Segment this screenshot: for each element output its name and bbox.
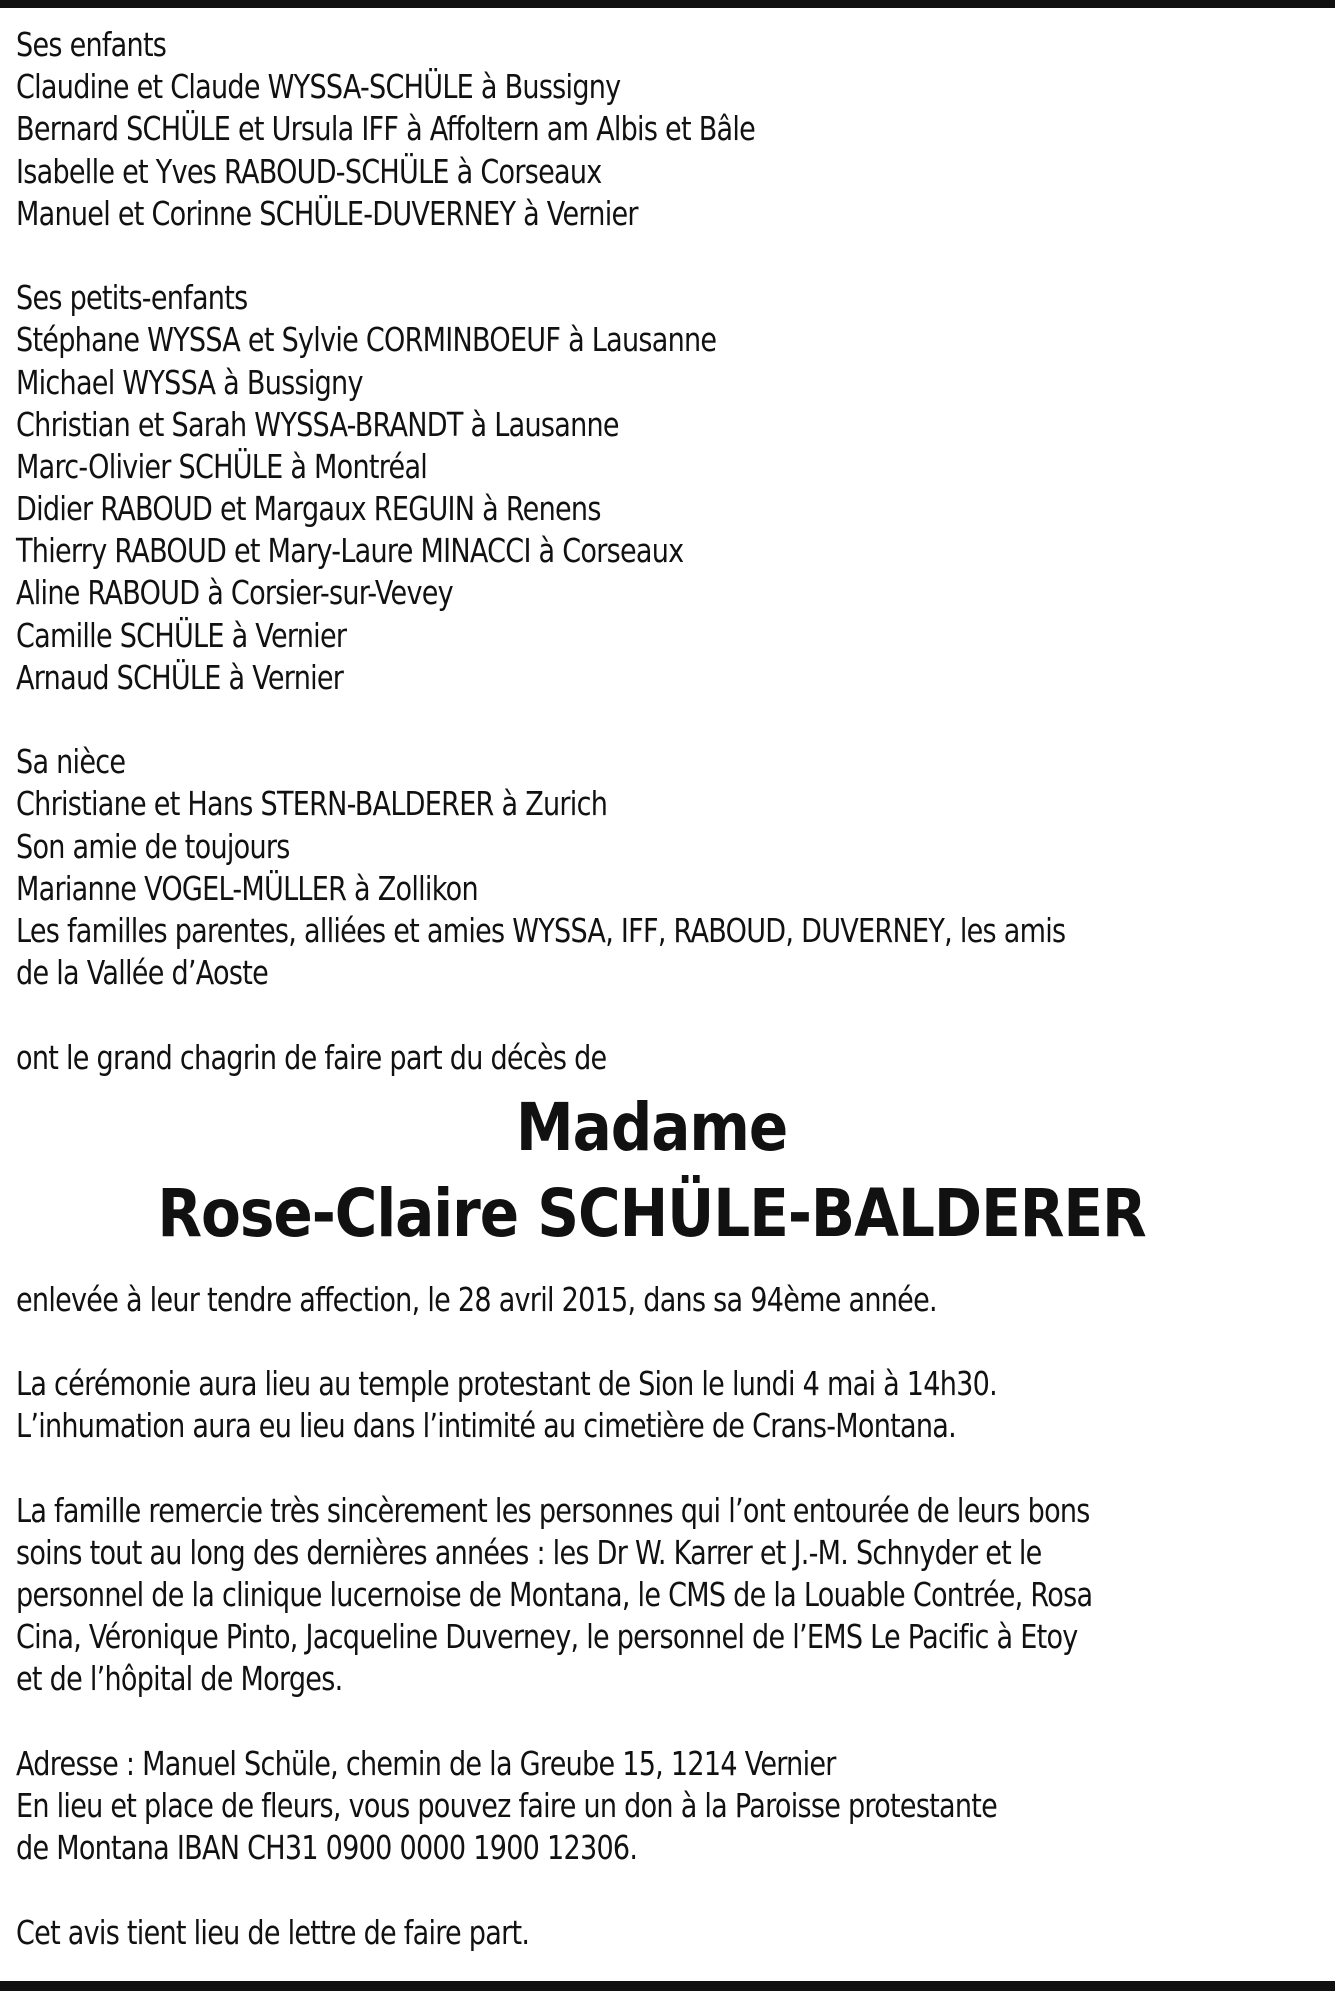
paragraph-line: et de l’hôpital de Morges. (16, 1659, 343, 1699)
paragraph-line: Cina, Véronique Pinto, Jacqueline Duverney, le personnel de l’EMS Le Pacific à Etoy (16, 1617, 1078, 1657)
list-item: Isabelle et Yves RABOUD-SCHÜLE à Corseaux (16, 151, 602, 191)
spacer (16, 1701, 1316, 1743)
children-heading: Ses enfants (16, 25, 167, 64)
spacer (16, 994, 1316, 1036)
paragraph-line: En lieu et place de fleurs, vous pouvez faire un don à la Paroisse protestante (16, 1785, 998, 1825)
obituary-notice (16, 24, 1316, 1954)
list-item: Stéphane WYSSA et Sylvie CORMINBOEUF à Lausanne (16, 320, 717, 360)
list-item: Christiane et Hans STERN-BALDERER à Zurich (16, 784, 608, 824)
spacer (16, 1869, 1316, 1911)
spacer (16, 1321, 1316, 1363)
paragraph-line: soins tout au long des dernières années : les Dr W. Karrer et J.-M. Schnyder et le (16, 1532, 1042, 1572)
list-item: Marianne VOGEL-MÜLLER à Zollikon (16, 868, 478, 908)
deceased-title: Madame (515, 1088, 788, 1166)
list-item: Bernard SCHÜLE et Ursula IFF à Affoltern am Albis et Bâle (16, 109, 756, 149)
list-item: Didier RABOUD et Margaux REGUIN à Renens (16, 489, 601, 529)
friend-heading: Son amie de toujours (16, 826, 290, 866)
list-item: Michael WYSSA à Bussigny (16, 362, 363, 402)
closing-text: Cet avis tient lieu de lettre de faire part. (16, 1912, 530, 1952)
ceremony-section (16, 1363, 1316, 1447)
spacer (16, 699, 1316, 741)
paragraph-line: de Montana IBAN CH31 0900 0000 1900 12306. (16, 1828, 638, 1868)
passing-text: enlevée à leur tendre affection, le 28 avril 2015, dans sa 94ème année. (16, 1279, 937, 1319)
list-item: Marc-Olivier SCHÜLE à Montréal (16, 446, 428, 486)
top-rule (0, 0, 1335, 8)
paragraph-line: La cérémonie aura lieu au temple protestant de Sion le lundi 4 mai à 14h30. (16, 1364, 998, 1404)
niece-heading: Sa nièce (16, 742, 126, 782)
paragraph-line: L’inhumation aura eu lieu dans l’intimité au cimetière de Crans-Montana. (16, 1406, 956, 1446)
list-item: Thierry RABOUD et Mary-Laure MINACCI à Corseaux (16, 531, 684, 571)
paragraph-line: La famille remercie très sincèrement les personnes qui l’ont entourée de leurs bons (16, 1490, 1090, 1530)
thanks-section (16, 1490, 1316, 1701)
spacer (16, 235, 1316, 277)
paragraph-line: Adresse : Manuel Schüle, chemin de la Greube 15, 1214 Vernier (16, 1743, 836, 1783)
bottom-rule (0, 1981, 1335, 1991)
deceased-name-block (0, 1085, 1303, 1257)
announcement-text: ont le grand chagrin de faire part du décès de (16, 1037, 607, 1077)
list-item: Camille SCHÜLE à Vernier (16, 615, 347, 655)
deceased-name: Rose-Claire SCHÜLE-BALDERER (157, 1174, 1146, 1252)
address-section (16, 1743, 1316, 1870)
list-item: Arnaud SCHÜLE à Vernier (16, 657, 344, 697)
relatives-section (16, 741, 1316, 994)
list-item: Christian et Sarah WYSSA-BRANDT à Lausanne (16, 404, 619, 444)
list-item: Aline RABOUD à Corsier-sur-Vevey (16, 573, 453, 613)
list-item: de la Vallée d’Aoste (16, 953, 269, 993)
list-item: Les familles parentes, alliées et amies WYSSA, IFF, RABOUD, DUVERNEY, les amis (16, 910, 1066, 950)
paragraph-line: personnel de la clinique lucernoise de Montana, le CMS de la Louable Contrée, Rosa (16, 1575, 1093, 1614)
spacer (16, 1447, 1316, 1489)
list-item: Claudine et Claude WYSSA-SCHÜLE à Bussigny (16, 67, 621, 107)
grandchildren-heading: Ses petits-enfants (16, 278, 248, 318)
list-item: Manuel et Corinne SCHÜLE-DUVERNEY à Vernier (16, 193, 638, 233)
children-section (16, 24, 1316, 235)
grandchildren-section (16, 277, 1316, 699)
